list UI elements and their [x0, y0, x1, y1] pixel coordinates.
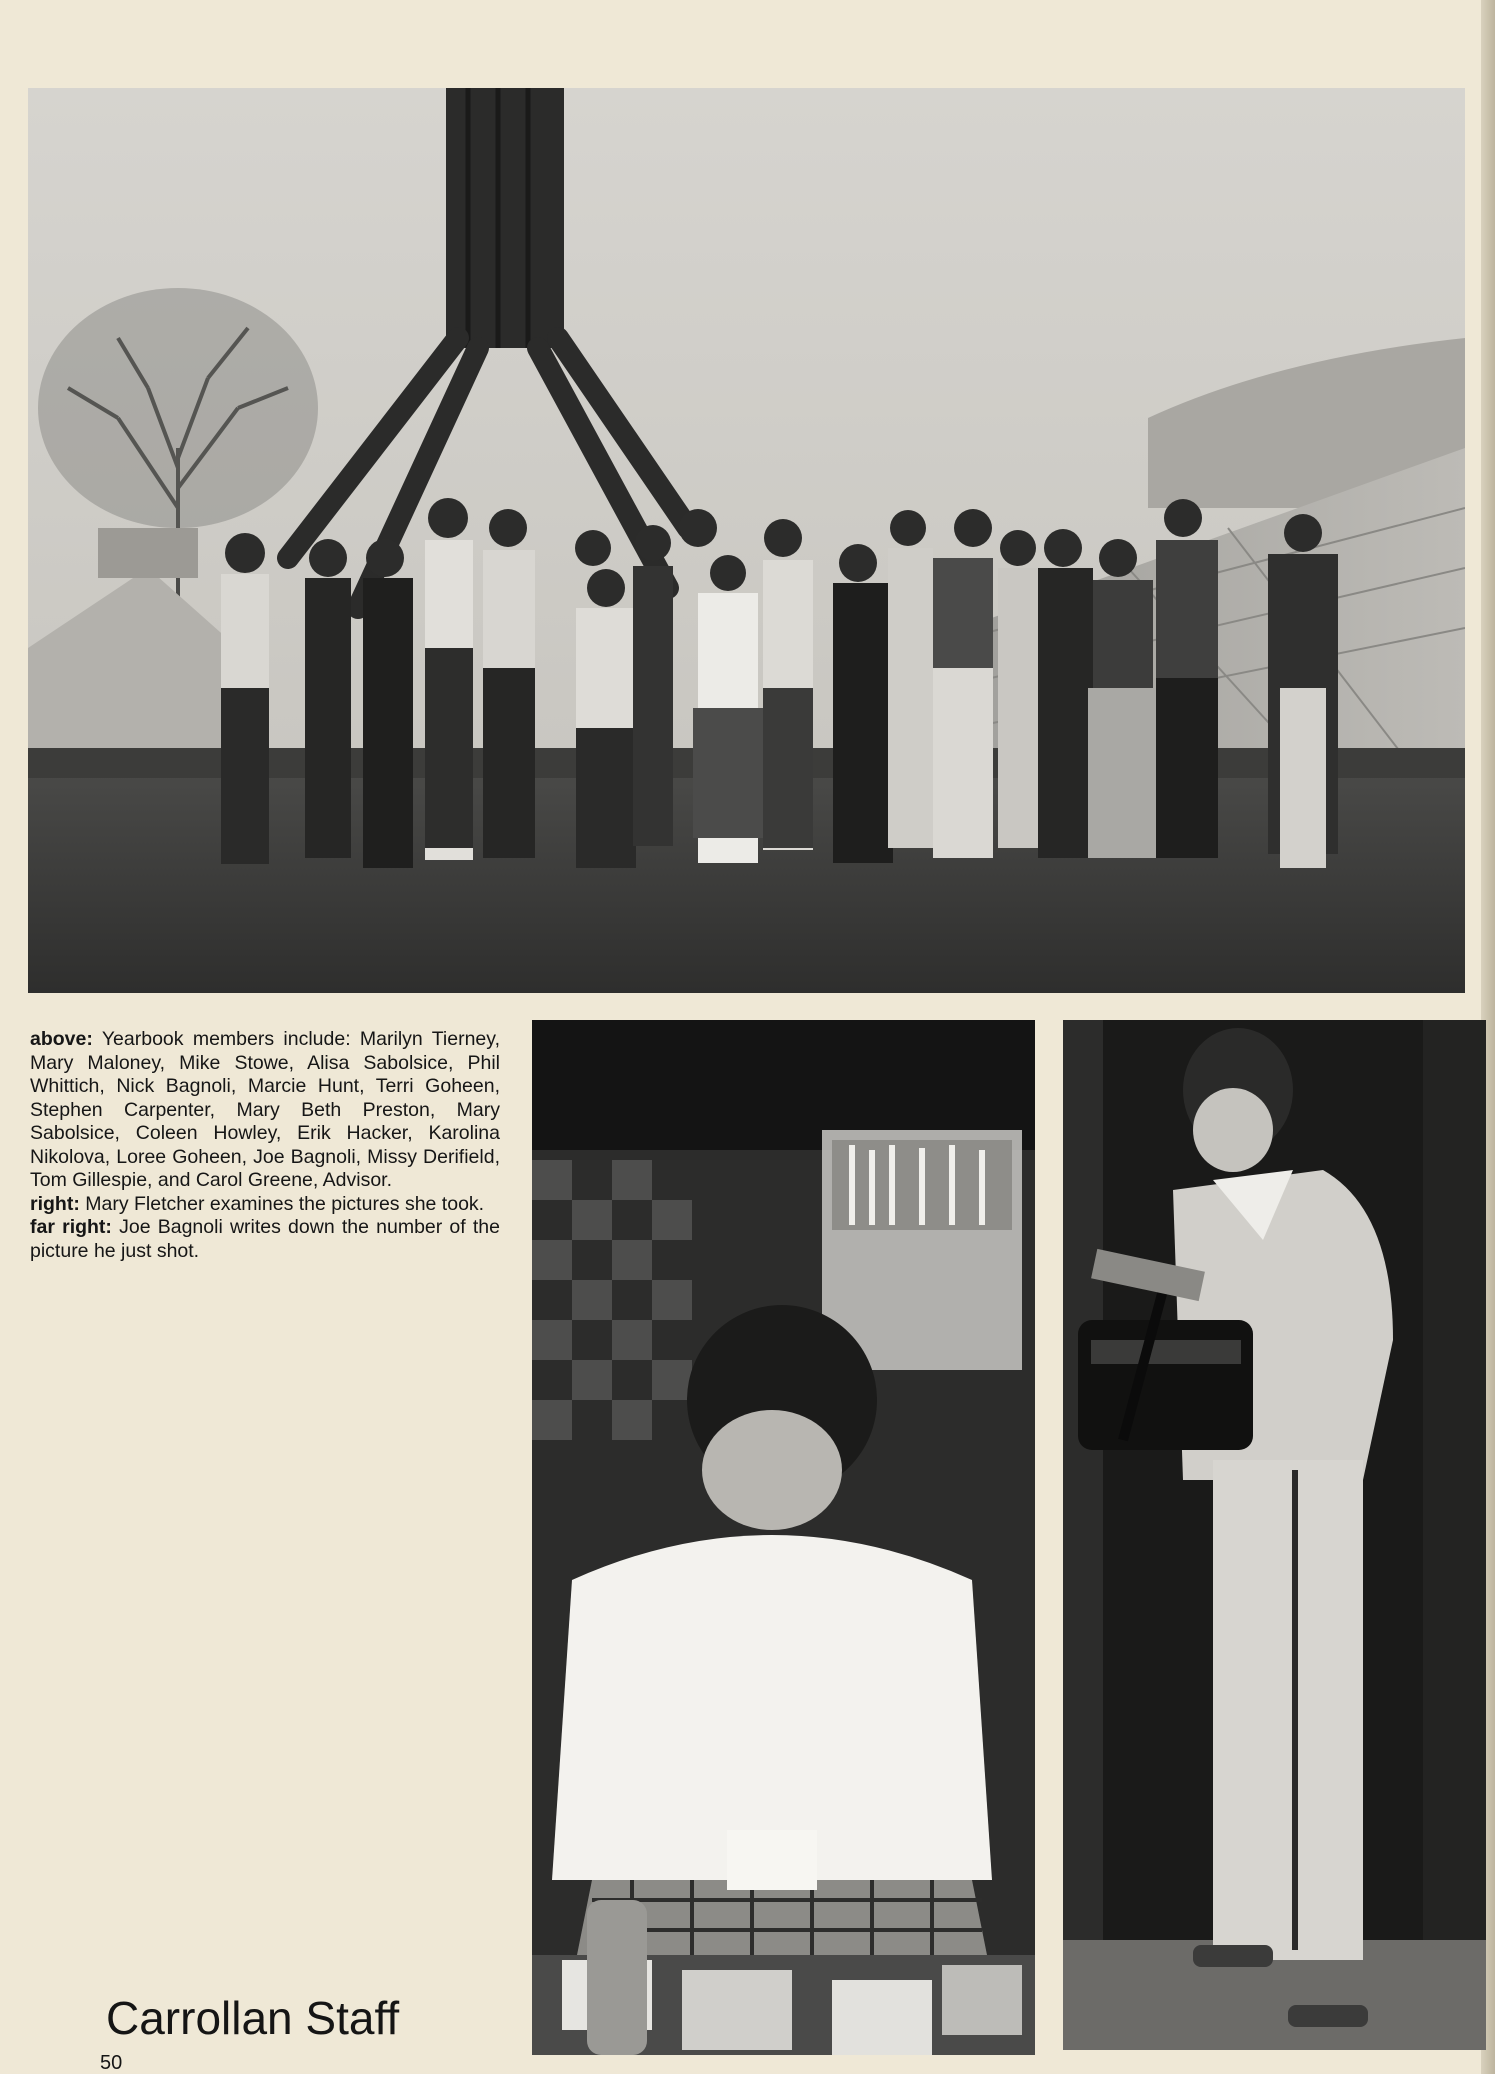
group-photo-image [28, 88, 1465, 993]
caption-far-right-text: Joe Bagnoli writes down the number of the picture he just shot. [30, 1216, 500, 1262]
caption-above [30, 1028, 500, 1193]
mary-fletcher-photo [532, 1020, 1035, 2055]
caption-right [30, 1193, 500, 1217]
section-heading: Carrollan Staff [106, 1992, 400, 2044]
joe-bagnoli-image [1063, 1020, 1486, 2050]
group-photo [28, 88, 1465, 993]
caption-above-text: Yearbook members include: Marilyn Tierney, Mary Maloney, Mike Stowe, Alisa Sabolsice, Phil Whittich, Nick Bagnoli, Marcie Hunt, Terri Goheen, Stephen Carpenter, Mary Beth Preston, Mary Sabolsice, Coleen Howley, Erik Hacker, Karolina Nikolova, Loree Goheen, Joe Bagnoli, Missy Derifield, Tom Gillespie, and Carol Greene, Advisor. [30, 1028, 500, 1191]
joe-bagnoli-photo [1063, 1020, 1486, 2050]
mary-fletcher-image [532, 1020, 1035, 2055]
photo-caption [30, 1028, 500, 1263]
caption-far-right [30, 1216, 500, 1263]
caption-above-label: above: [30, 1028, 93, 1050]
page-number: 50 [100, 2052, 123, 2074]
caption-right-text: Mary Fletcher examines the pictures she took. [85, 1192, 485, 1215]
caption-far-right-label: far right: [30, 1216, 112, 1238]
caption-right-label: right: [30, 1192, 80, 1215]
